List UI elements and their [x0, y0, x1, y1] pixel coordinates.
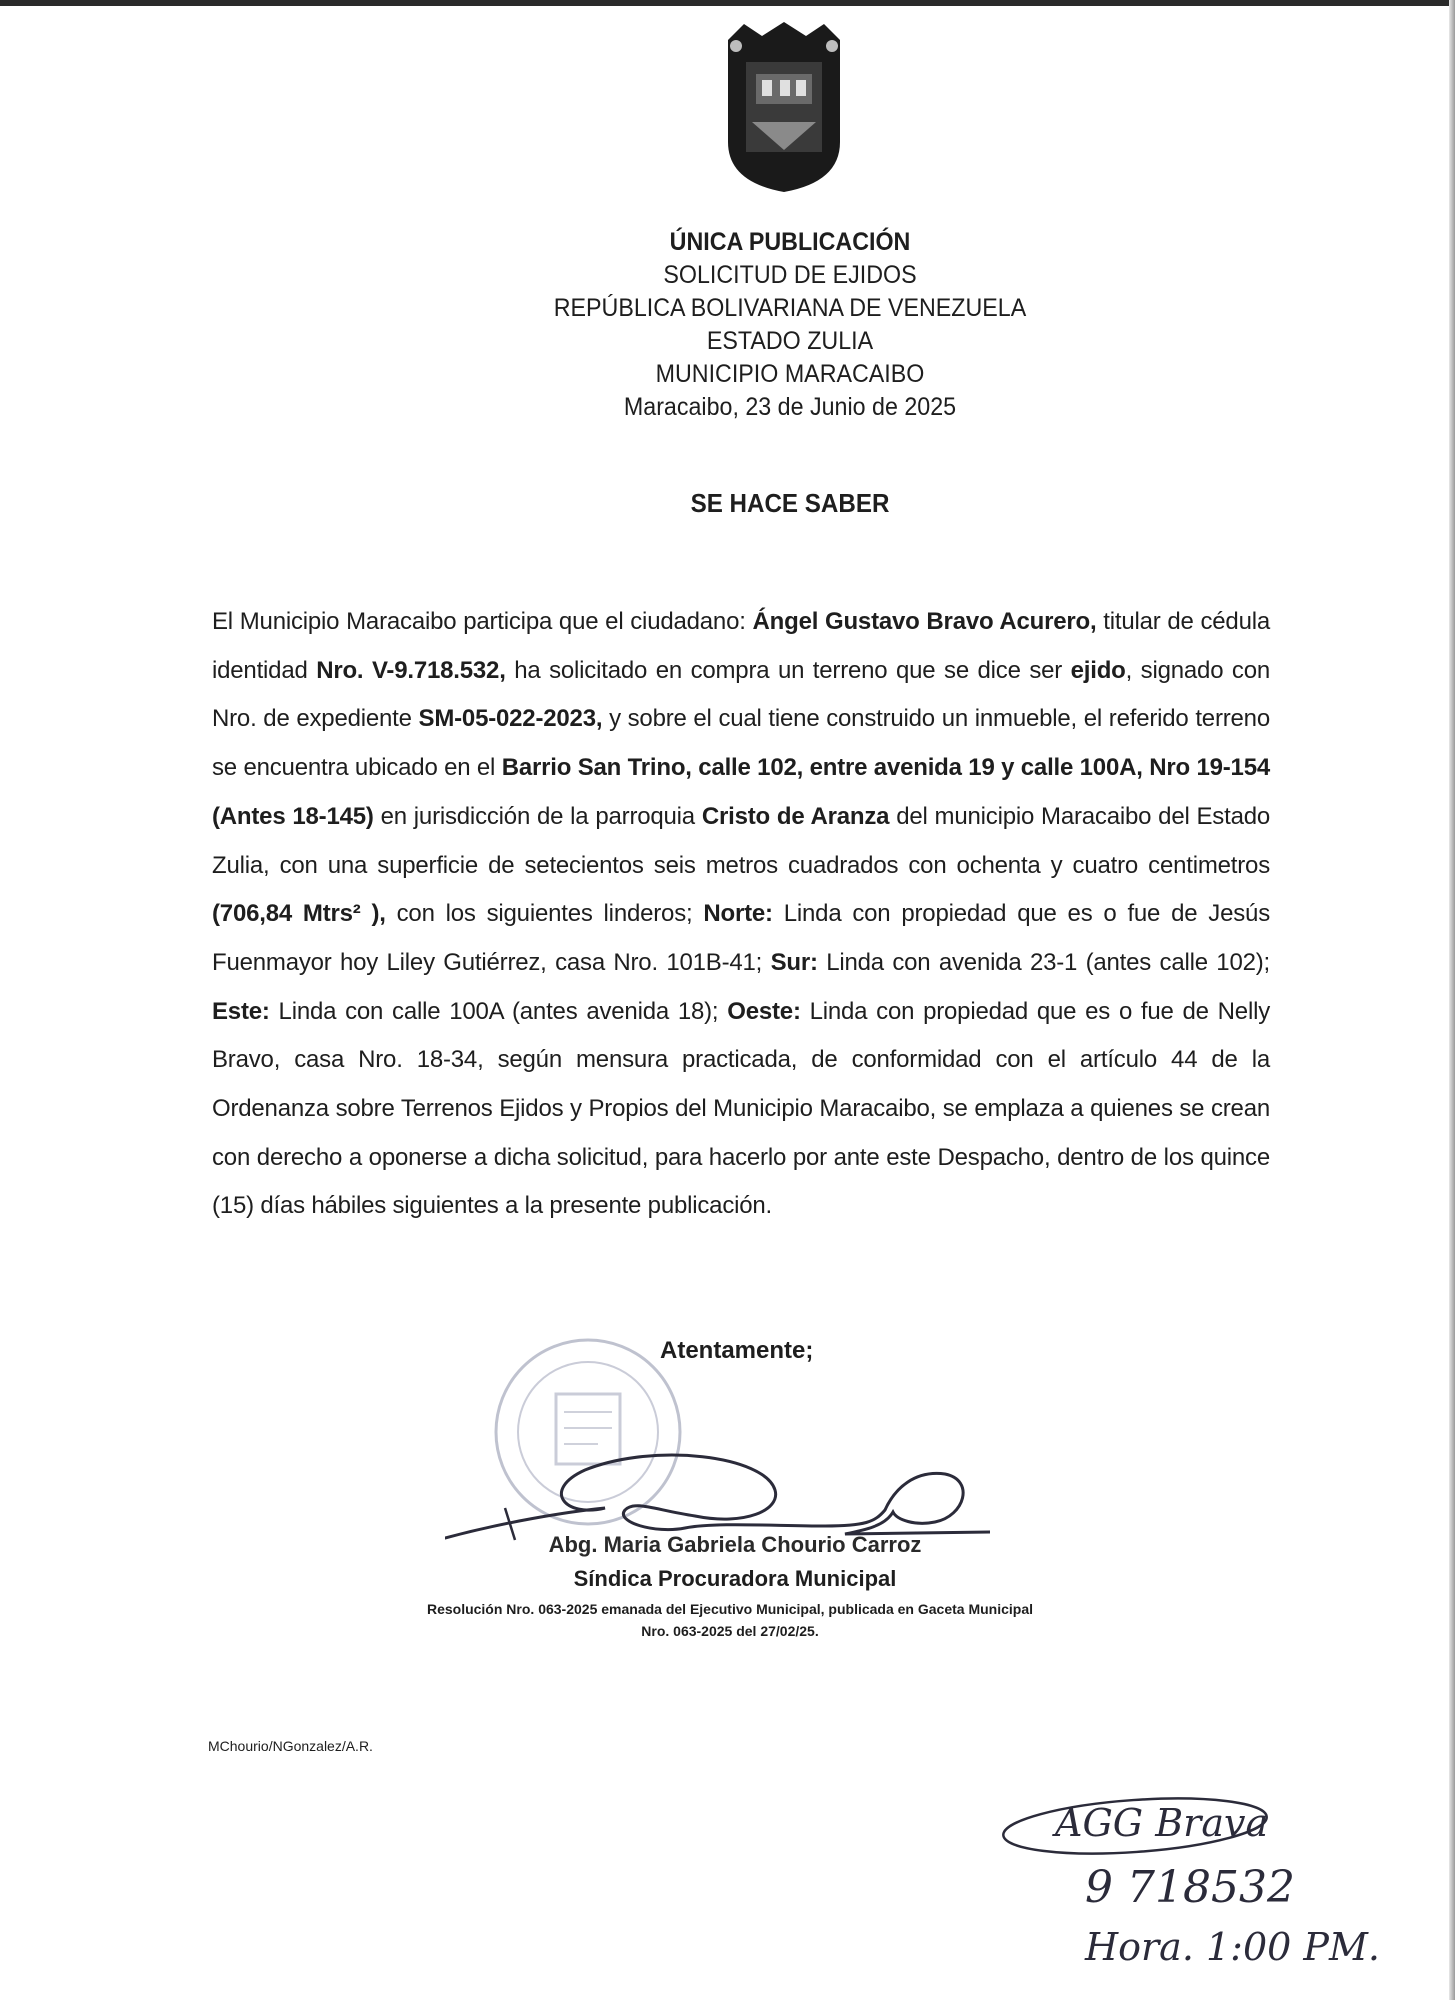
handwritten-annotation — [995, 1790, 1415, 2000]
header-line-solicitud: SOLICITUD DE EJIDOS — [663, 261, 917, 289]
parish-name: Cristo de Aranza — [701, 802, 890, 830]
document-header — [430, 226, 1150, 424]
header-line-municipality: MUNICIPIO MARACAIBO — [655, 360, 925, 388]
boundary-east-label: Este: — [212, 997, 270, 1025]
boundary-west-label: Oeste: — [727, 997, 801, 1025]
boundary-north-label: Norte: — [703, 900, 773, 928]
handwritten-line-3: Hora. 1:00 PM. — [1085, 1925, 1380, 1969]
document-reference-initials: MChourio/NGonzalez/A.R. — [208, 1738, 373, 1754]
scan-top-edge — [0, 0, 1455, 6]
body-text-run: titular de cédula identidad — [212, 608, 1270, 684]
signatory-role: Síndica Procuradora Municipal — [573, 1566, 897, 1591]
applicant-name: Ángel Gustavo Bravo Acurero, — [752, 608, 1097, 635]
body-text-run: Linda con propiedad que es o fue de Jesús Fuenmayor hoy Liley Gutiérrez, casa Nro. 101B-41; — [212, 900, 1270, 976]
body-text-run: Linda con avenida 23-1 (antes calle 102); — [817, 948, 1270, 976]
coat-of-arms-icon — [722, 22, 846, 194]
body-text-run: Linda con propiedad que es o fue de Nelly Bravo, casa Nro. 18-34, según mensura practicada, de conformidad con el artículo 44 de la Ordenanza sobre Terrenos Ejidos y Propios del Municipio Maracaibo, se emplaza a quienes se crean con derecho a oponerse a dicha solicitud, para hacerlo por ante este Despacho, dentro de los quince (15) días hábiles siguientes a la presente publicación. — [212, 997, 1271, 1220]
surface-area: (706,84 Mtrs² ), — [212, 900, 386, 928]
body-text-run: , signado con Nro. de expediente — [212, 656, 1270, 733]
closing-greeting: Atentamente; — [660, 1337, 814, 1364]
body-text-run: en jurisdicción de la parroquia — [373, 802, 702, 830]
property-address: Barrio San Trino, calle 102, entre avenida 19 y calle 100A, Nro 19-154 (Antes 18-145) — [212, 754, 1270, 830]
header-line-state: ESTADO ZULIA — [706, 327, 874, 355]
body-text-run: Linda con calle 100A (antes avenida 18); — [269, 997, 728, 1025]
resolution-line-2: Nro. 063-2025 del 27/02/25. — [641, 1623, 819, 1639]
header-line-date: Maracaibo, 23 de Junio de 2025 — [623, 393, 957, 421]
publication-title: ÚNICA PUBLICACIÓN — [669, 228, 911, 256]
body-text-run: con los siguientes linderos; — [385, 900, 704, 928]
file-number: SM-05-022-2023, — [418, 705, 603, 733]
resolution-note — [380, 1598, 1080, 1642]
body-text-run: ha solicitado en compra un terreno que se dice ser — [505, 656, 1071, 684]
signatory-name: Abg. Maria Gabriela Chourio Carroz — [548, 1532, 922, 1557]
body-text-run: El Municipio Maracaibo participa que el ciudadano: — [212, 608, 753, 635]
handwritten-line-1: AGG Brava — [1055, 1801, 1269, 1845]
ejido-term: ejido — [1070, 656, 1126, 684]
notice-heading: SE HACE SABER — [690, 488, 890, 518]
body-text-run: y sobre el cual tiene construido un inmueble, el referido terreno se encuentra ubicado en el — [212, 705, 1270, 782]
body-text-run: del municipio Maracaibo del Estado Zulia, con una superficie de setecientos seis metros cuadrados con ochenta y cuatro centimetros — [212, 802, 1271, 879]
resolution-line-1: Resolución Nro. 063-2025 emanada del Ejecutivo Municipal, publicada en Gaceta Municipal — [426, 1601, 1034, 1617]
handwritten-line-2: 9 718532 — [1085, 1862, 1295, 1913]
header-line-country: REPÚBLICA BOLIVARIANA DE VENEZUELA — [553, 294, 1027, 322]
notice-body — [212, 598, 1270, 1231]
scan-right-edge — [1449, 0, 1455, 2000]
id-number: Nro. V-9.718.532, — [316, 656, 506, 684]
boundary-south-label: Sur: — [770, 948, 818, 976]
